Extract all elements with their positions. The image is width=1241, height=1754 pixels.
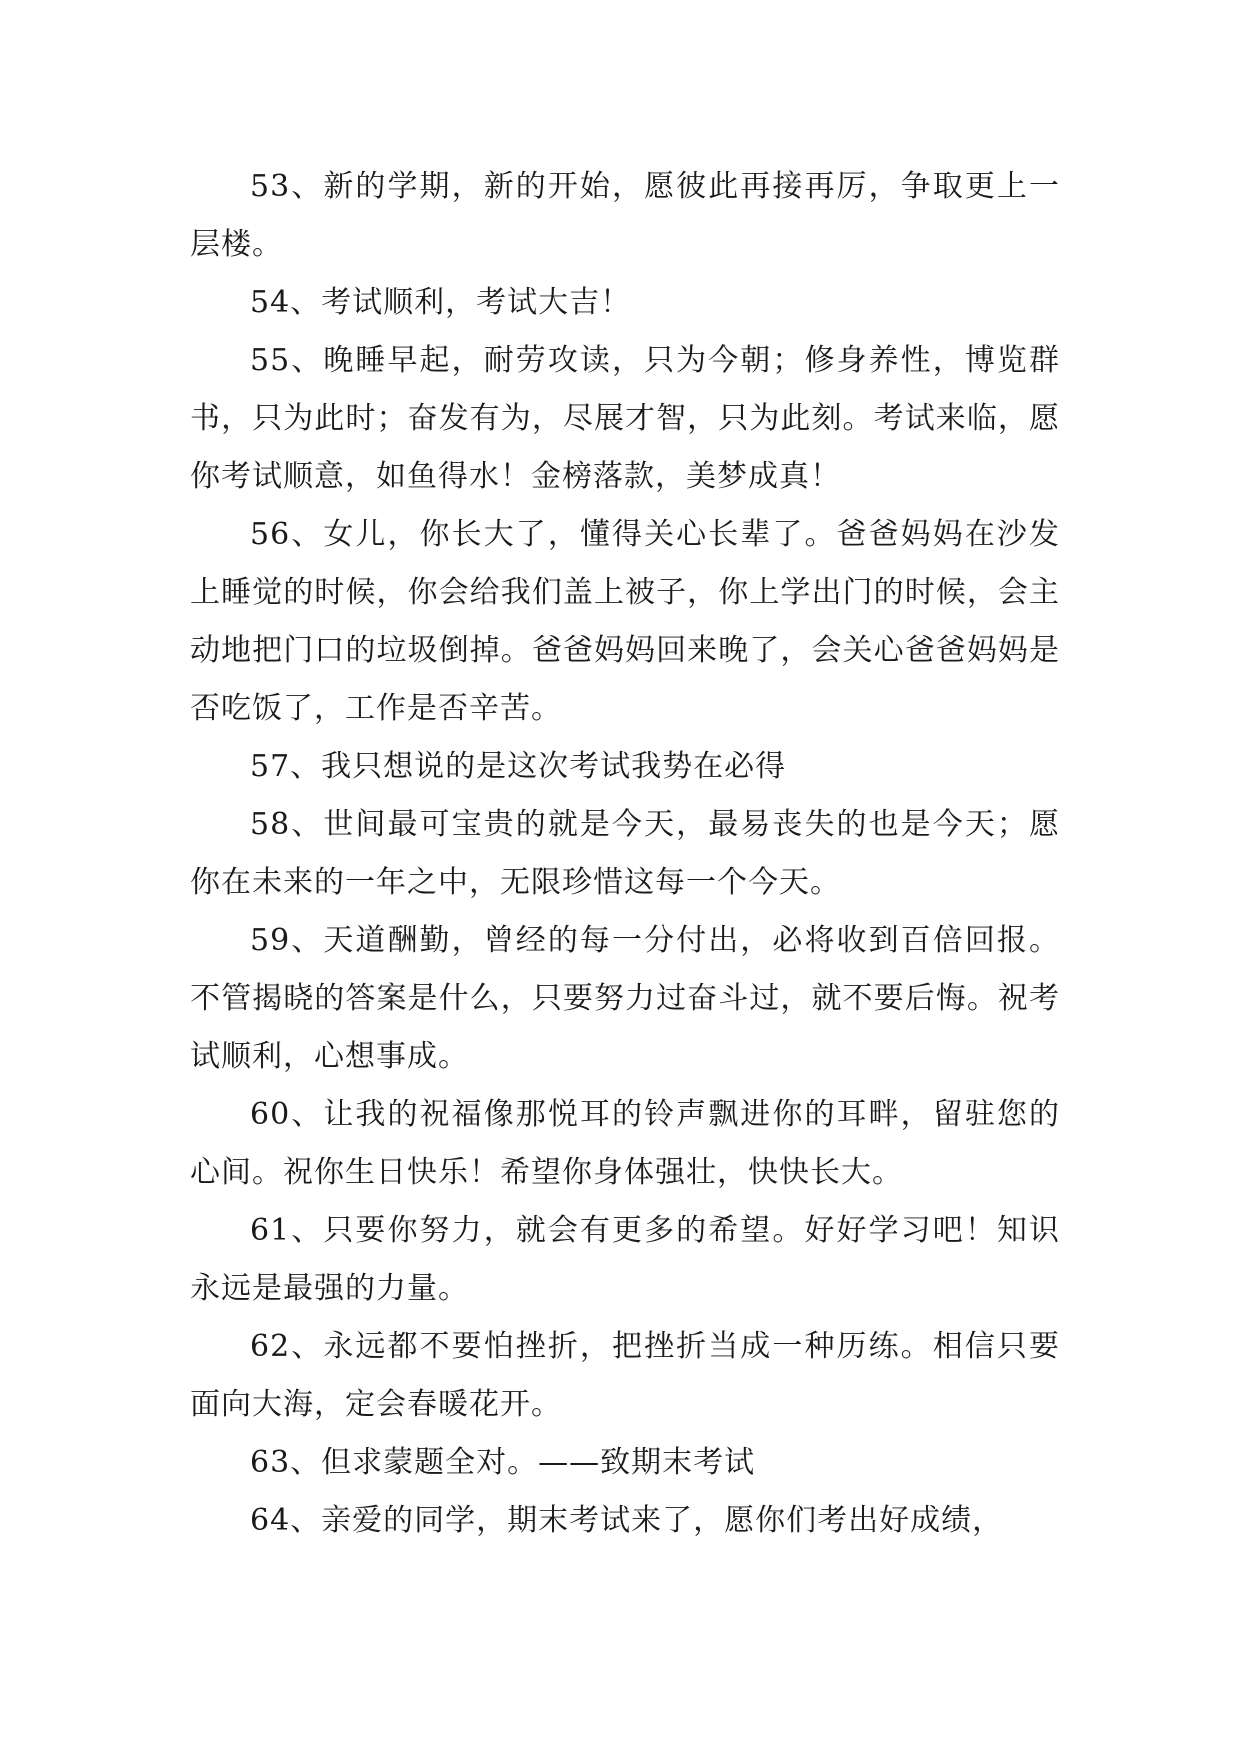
paragraph-57: 57、我只想说的是这次考试我势在必得: [250, 749, 787, 784]
paragraph-61: 61、只要你努力，就会有更多的希望。好好学习吧！知识永远是最强的力量。: [190, 1213, 1060, 1306]
paragraph-60: 60、让我的祝福像那悦耳的铃声飘进你的耳畔，留驻您的心间。祝你生日快乐！希望你身体强壮，快快长大。: [190, 1097, 1060, 1190]
paragraph-54: 54、考试顺利，考试大吉！: [250, 285, 632, 320]
paragraph-53: 53、新的学期，新的开始，愿彼此再接再厉，争取更上一层楼。: [190, 169, 1060, 262]
document-body: [190, 158, 1060, 1550]
paragraph-63: 63、但求蒙题全对。——致期末考试: [250, 1445, 756, 1480]
paragraph-56: 56、女儿，你长大了，懂得关心长辈了。爸爸妈妈在沙发上睡觉的时候，你会给我们盖上被子，你上学出门的时候，会主动地把门口的垃圾倒掉。爸爸妈妈回来晚了，会关心爸爸妈妈是否吃饭了，工作是否辛苦。: [190, 517, 1060, 726]
paragraph-58: 58、世间最可宝贵的就是今天，最易丧失的也是今天；愿你在未来的一年之中，无限珍惜这每一个今天。: [190, 807, 1060, 900]
paragraph-59: 59、天道酬勤，曾经的每一分付出，必将收到百倍回报。不管揭晓的答案是什么，只要努力过奋斗过，就不要后悔。祝考试顺利，心想事成。: [190, 923, 1060, 1074]
paragraph-55: 55、晚睡早起，耐劳攻读，只为今朝；修身养性，博览群书，只为此时；奋发有为，尽展才智，只为此刻。考试来临，愿你考试顺意，如鱼得水！金榜落款，美梦成真！: [190, 343, 1060, 494]
paragraph-64: 64、亲爱的同学，期末考试来了，愿你们考出好成绩，: [250, 1503, 1004, 1538]
paragraph-62: 62、永远都不要怕挫折，把挫折当成一种历练。相信只要面向大海，定会春暖花开。: [190, 1329, 1060, 1422]
